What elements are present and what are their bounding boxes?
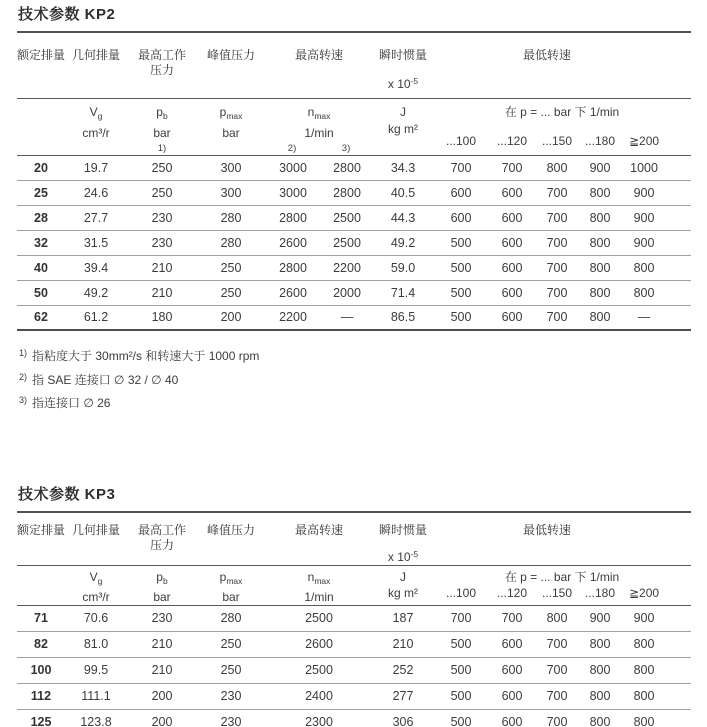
col-header-peak-pressure: 峰值压力 (197, 513, 265, 566)
value-cell: 280 (197, 230, 265, 255)
col-header-min-speed: 最低转速 (433, 33, 691, 98)
unit-cell-min-100: ...100 (433, 134, 489, 155)
unit-cell-j: J kg m² (373, 98, 433, 155)
value-cell: 277 (373, 683, 433, 709)
value-cell: 600 (489, 657, 535, 683)
unit-cell-pmax: $p_{max}$ bar (197, 565, 265, 605)
unit-cell-min-speed-condition: 在 p = ... bar 下 1/min (504, 104, 620, 119)
value-cell: 250 (197, 280, 265, 305)
value-cell: 123.8 (65, 709, 127, 727)
unit-cell-vg: $V_g$ cm³/r (65, 98, 127, 155)
value-cell: 600 (489, 180, 535, 205)
value-cell: 250 (197, 631, 265, 657)
value-cell: 800 (579, 709, 621, 727)
table-row (17, 205, 691, 230)
value-cell: 187 (373, 605, 433, 631)
rated-size-cell: 62 (17, 305, 65, 330)
unit-cell-nmax: $n_{max}$ 1/min 2) 3) (265, 98, 373, 155)
rated-size-cell: 125 (17, 709, 65, 727)
footnote-marker-1: 1) (157, 142, 167, 154)
footnote-line-1: $^{1)}$ 指粘度大于 30mm²/s 和转速大于 1000 rpm (19, 348, 260, 363)
value-cell: 70.6 (65, 605, 127, 631)
unit-cell-pmax: $p_{max}$ bar (197, 98, 265, 155)
value-cell: 800 (579, 631, 621, 657)
value-cell: 800 (579, 205, 621, 230)
value-cell: 600 (489, 205, 535, 230)
value-cell: — (321, 305, 373, 330)
kp2-table (17, 33, 691, 331)
value-cell: 61.2 (65, 305, 127, 330)
value-cell: 49.2 (373, 230, 433, 255)
rated-size-cell: 100 (17, 657, 65, 683)
value-cell: 230 (127, 230, 197, 255)
value-cell: 500 (433, 657, 489, 683)
value-cell: 800 (579, 683, 621, 709)
value-cell: 700 (535, 230, 579, 255)
value-cell: 800 (579, 255, 621, 280)
table-row (17, 683, 691, 709)
value-cell: 500 (433, 255, 489, 280)
unit-cell-min-120: ...120 (489, 586, 535, 605)
value-cell: 86.5 (373, 305, 433, 330)
kp2-title: 技术参数 KP2 (17, 6, 691, 33)
value-cell: 800 (621, 255, 691, 280)
col-header-rated-displacement: 额定排量 (17, 33, 65, 98)
value-cell: 500 (433, 305, 489, 330)
value-cell: 700 (535, 657, 579, 683)
value-cell: 700 (489, 155, 535, 180)
value-cell: 230 (127, 205, 197, 230)
value-cell: 800 (579, 657, 621, 683)
value-cell: 2200 (321, 255, 373, 280)
value-cell: 59.0 (373, 255, 433, 280)
value-cell: 900 (621, 205, 691, 230)
unit-header-row (17, 98, 691, 134)
value-cell: 210 (127, 657, 197, 683)
value-cell: 210 (373, 631, 433, 657)
table-row (17, 605, 691, 631)
rated-size-cell: 71 (17, 605, 65, 631)
kp2-section (17, 6, 691, 414)
value-cell: 700 (535, 305, 579, 330)
value-cell: 300 (197, 180, 265, 205)
value-cell: 2500 (265, 657, 373, 683)
value-cell: 250 (127, 155, 197, 180)
table-row (17, 305, 691, 330)
value-cell: 600 (489, 683, 535, 709)
rated-size-cell: 20 (17, 155, 65, 180)
value-cell: 700 (535, 180, 579, 205)
col-header-max-speed: 最高转速 (265, 513, 373, 566)
value-cell: 1000 (621, 155, 691, 180)
value-cell: 800 (579, 305, 621, 330)
unit-cell-min-180: ...180 (579, 586, 621, 605)
value-cell: 2300 (265, 709, 373, 727)
value-cell: 500 (433, 280, 489, 305)
value-cell: 210 (127, 631, 197, 657)
kp2-table-body (17, 155, 691, 330)
value-cell: 900 (621, 180, 691, 205)
group-header-row (17, 513, 691, 566)
table-row (17, 631, 691, 657)
value-cell: 99.5 (65, 657, 127, 683)
value-cell: 500 (433, 683, 489, 709)
inertia-exponent: x $10^{-5}$ (387, 548, 419, 564)
col-header-peak-pressure: 峰值压力 (197, 33, 265, 98)
value-cell: 700 (535, 205, 579, 230)
value-cell: 700 (489, 605, 535, 631)
table-row (17, 280, 691, 305)
inertia-exponent: x $10^{-5}$ (387, 76, 419, 91)
value-cell: 300 (197, 155, 265, 180)
value-cell: 800 (579, 230, 621, 255)
col-header-min-speed: 最低转速 (433, 513, 691, 566)
value-cell: 600 (489, 709, 535, 727)
value-cell: 111.1 (65, 683, 127, 709)
value-cell: 2200 (265, 305, 321, 330)
value-cell: 200 (127, 683, 197, 709)
value-cell: 800 (535, 605, 579, 631)
value-cell: 3000 (265, 180, 321, 205)
value-cell: 250 (197, 255, 265, 280)
value-cell: 19.7 (65, 155, 127, 180)
value-cell: 500 (433, 709, 489, 727)
table-row (17, 657, 691, 683)
value-cell: 230 (197, 683, 265, 709)
unit-cell-min-200: ≧200 (621, 134, 691, 155)
value-cell: 2600 (265, 230, 321, 255)
footnote-marker-3: 3) (341, 142, 351, 154)
value-cell: 2500 (321, 205, 373, 230)
value-cell: 210 (127, 280, 197, 305)
value-cell: 2600 (265, 280, 321, 305)
value-cell: 2800 (265, 205, 321, 230)
value-cell: 900 (621, 230, 691, 255)
value-cell: 252 (373, 657, 433, 683)
value-cell: 600 (489, 280, 535, 305)
value-cell: 230 (197, 709, 265, 727)
unit-cell-empty (17, 565, 65, 605)
value-cell: 800 (579, 280, 621, 305)
col-header-rated-displacement: 额定排量 (17, 513, 65, 566)
kp3-section (17, 486, 691, 727)
col-header-geometric-displacement: 几何排量 (65, 513, 127, 566)
value-cell: 700 (535, 631, 579, 657)
rated-size-cell: 28 (17, 205, 65, 230)
footnote-line-2: $^{2)}$ 指 SAE 连接口 ∅ 32 / ∅ 40 (19, 371, 179, 387)
col-header-inertia: 瞬时惯量 x $10^{-5}$ (373, 33, 433, 98)
unit-cell-min-speed-condition: 在 p = ... bar 下 1/min (504, 569, 620, 584)
unit-cell-min-100: ...100 (433, 586, 489, 605)
value-cell: 700 (535, 280, 579, 305)
value-cell: 700 (535, 709, 579, 727)
rated-size-cell: 50 (17, 280, 65, 305)
value-cell: 180 (127, 305, 197, 330)
value-cell: 81.0 (65, 631, 127, 657)
col-header-max-speed: 最高转速 (265, 33, 373, 98)
table-row (17, 180, 691, 205)
value-cell: 210 (127, 255, 197, 280)
value-cell: 600 (489, 631, 535, 657)
value-cell: 900 (579, 155, 621, 180)
value-cell: 2500 (265, 605, 373, 631)
value-cell: 600 (489, 255, 535, 280)
kp3-table-body (17, 605, 691, 727)
value-cell: 600 (489, 230, 535, 255)
unit-cell-min-150: ...150 (535, 134, 579, 155)
value-cell: 2400 (265, 683, 373, 709)
value-cell: 3000 (265, 155, 321, 180)
value-cell: 700 (535, 683, 579, 709)
value-cell: — (621, 305, 691, 330)
value-cell: 600 (433, 180, 489, 205)
rated-size-cell: 32 (17, 230, 65, 255)
value-cell: 800 (621, 280, 691, 305)
rated-size-cell: 40 (17, 255, 65, 280)
unit-cell-pb: $p_b$ bar (127, 565, 197, 605)
kp3-table (17, 513, 691, 727)
unit-cell-min-200: ≧200 (621, 586, 691, 605)
unit-cell-min-120: ...120 (489, 134, 535, 155)
value-cell: 280 (197, 605, 265, 631)
value-cell: 200 (127, 709, 197, 727)
value-cell: 230 (127, 605, 197, 631)
value-cell: 800 (621, 657, 691, 683)
group-header-row (17, 33, 691, 98)
col-header-max-working-pressure: 最高工作 压力 (127, 33, 197, 98)
value-cell: 800 (621, 631, 691, 657)
value-cell: 27.7 (65, 205, 127, 230)
value-cell: 49.2 (65, 280, 127, 305)
value-cell: 71.4 (373, 280, 433, 305)
table-row (17, 255, 691, 280)
value-cell: 280 (197, 205, 265, 230)
col-header-max-working-pressure: 最高工作 压力 (127, 513, 197, 566)
value-cell: 900 (621, 605, 691, 631)
table-row (17, 709, 691, 727)
value-cell: 700 (433, 155, 489, 180)
value-cell: 34.3 (373, 155, 433, 180)
value-cell: 44.3 (373, 205, 433, 230)
value-cell: 24.6 (65, 180, 127, 205)
unit-cell-nmax: $n_{max}$ 1/min (265, 565, 373, 605)
value-cell: 800 (535, 155, 579, 180)
rated-size-cell: 82 (17, 631, 65, 657)
value-cell: 500 (433, 631, 489, 657)
value-cell: 306 (373, 709, 433, 727)
value-cell: 800 (621, 683, 691, 709)
value-cell: 800 (579, 180, 621, 205)
value-cell: 2500 (321, 230, 373, 255)
unit-header-row (17, 565, 691, 586)
col-header-inertia: 瞬时惯量 x $10^{-5}$ (373, 513, 433, 566)
footnote-line-3: $^{3)}$ 指连接口 ∅ 26 (19, 395, 111, 410)
unit-cell-pb: $p_b$ bar 1) (127, 98, 197, 155)
table-row (17, 155, 691, 180)
value-cell: 800 (621, 709, 691, 727)
value-cell: 600 (489, 305, 535, 330)
unit-cell-vg: $V_g$ cm³/r (65, 565, 127, 605)
value-cell: 2000 (321, 280, 373, 305)
value-cell: 700 (433, 605, 489, 631)
value-cell: 250 (197, 657, 265, 683)
value-cell: 900 (579, 605, 621, 631)
value-cell: 200 (197, 305, 265, 330)
value-cell: 31.5 (65, 230, 127, 255)
value-cell: 2800 (321, 180, 373, 205)
col-header-geometric-displacement: 几何排量 (65, 33, 127, 98)
unit-cell-empty (17, 98, 65, 155)
rated-size-cell: 25 (17, 180, 65, 205)
unit-cell-min-150: ...150 (535, 586, 579, 605)
value-cell: 700 (535, 255, 579, 280)
footnotes (17, 343, 691, 414)
value-cell: 39.4 (65, 255, 127, 280)
footnote-marker-2: 2) (287, 142, 297, 154)
table-row (17, 230, 691, 255)
rated-size-cell: 112 (17, 683, 65, 709)
value-cell: 40.5 (373, 180, 433, 205)
value-cell: 2600 (265, 631, 373, 657)
value-cell: 2800 (321, 155, 373, 180)
unit-cell-j: J kg m² (373, 565, 433, 605)
value-cell: 500 (433, 230, 489, 255)
value-cell: 2800 (265, 255, 321, 280)
value-cell: 250 (127, 180, 197, 205)
kp3-title: 技术参数 KP3 (17, 486, 691, 513)
unit-cell-min-180: ...180 (579, 134, 621, 155)
value-cell: 600 (433, 205, 489, 230)
